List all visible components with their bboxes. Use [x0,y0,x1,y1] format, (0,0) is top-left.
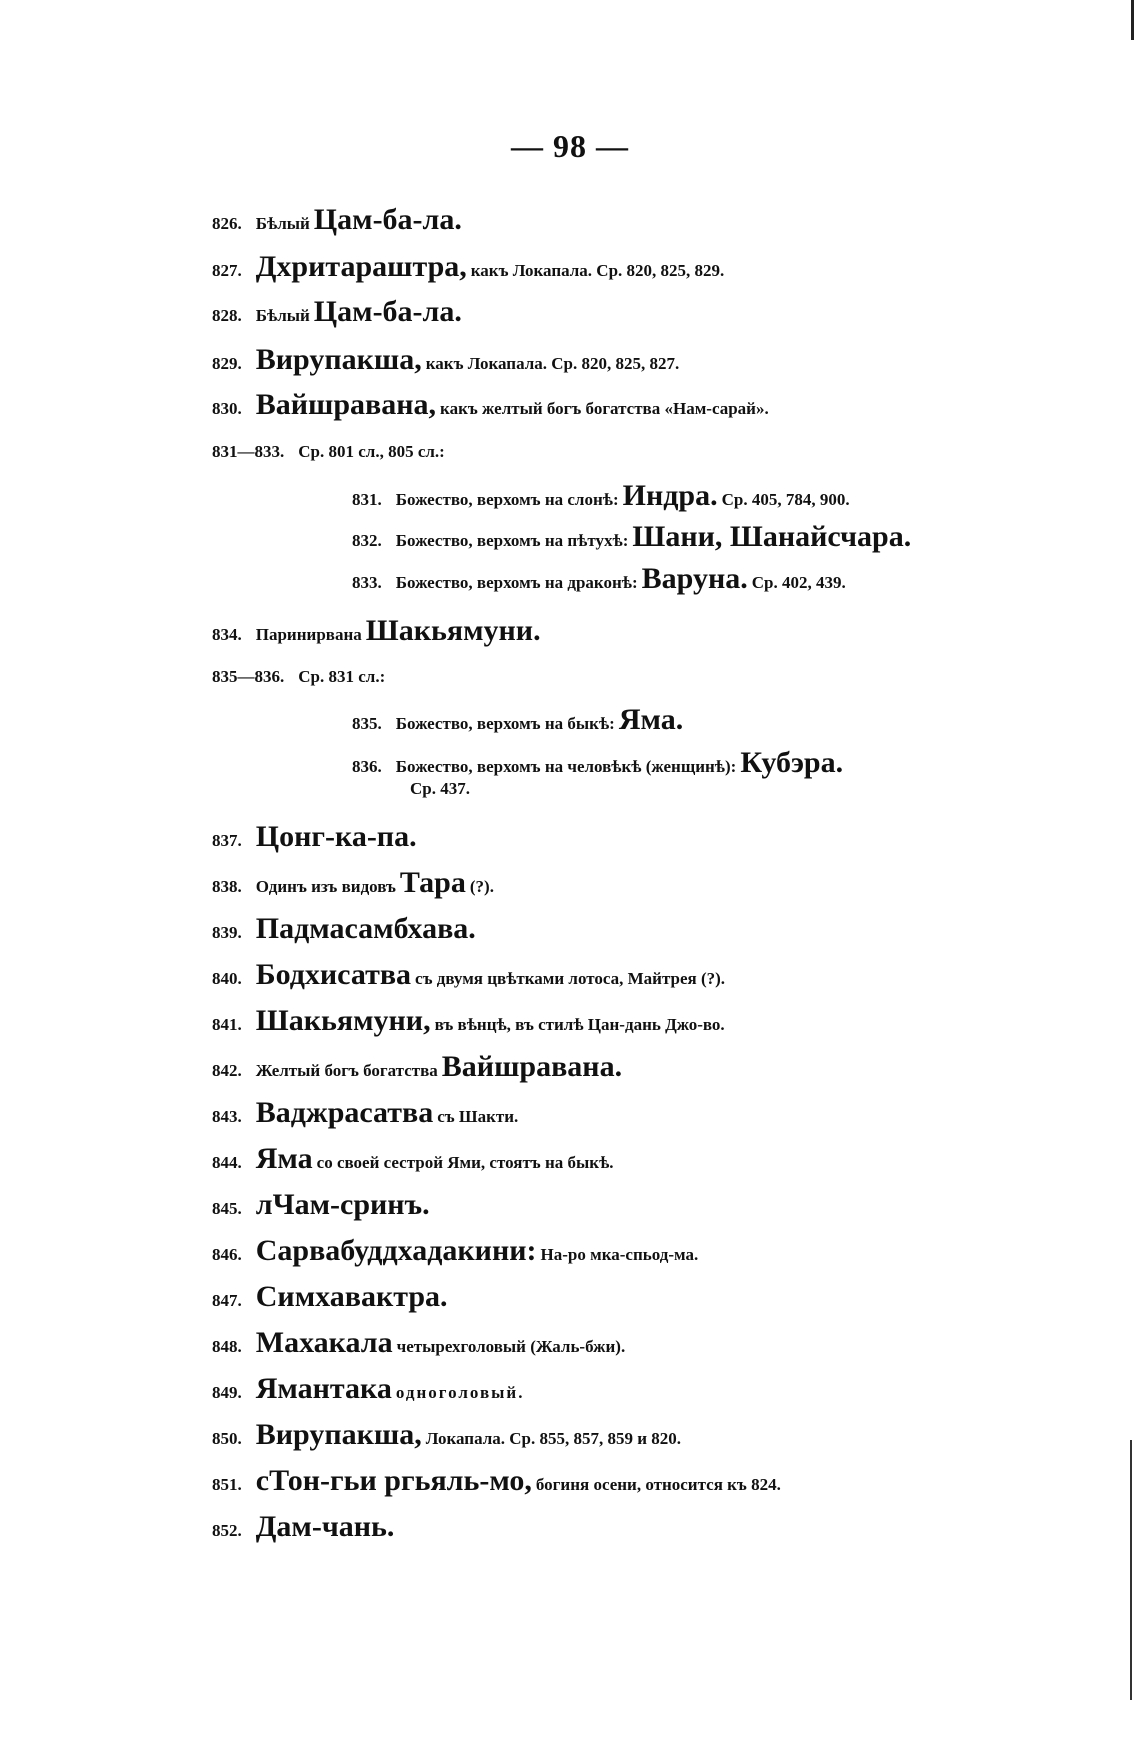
entry-number: 835. [352,714,382,733]
entry-text: со своей сестрой Ями, стоятъ на быкѣ. [316,1153,614,1172]
entry-number: 840. [212,969,242,988]
entry-826 [212,205,462,235]
entry-829 [212,345,679,375]
entry-text: Ср. 402, 439. [751,573,846,592]
entry-heading: Шакьямуни, [255,1004,431,1037]
entry-830 [212,390,769,420]
entry-827 [212,252,724,282]
entry-heading: Индра. [622,479,718,512]
entry-number: 831. [352,490,382,509]
entry-number: 848. [212,1337,242,1356]
entry-838 [212,868,494,898]
entry-number: 847. [212,1291,242,1310]
entry-text: съ двумя цвѣтками лотоса, Майтрея (?). [415,969,726,988]
entry-text: Ср. 801 сл., 805 сл.: [298,442,445,461]
entry-number: 833. [352,573,382,592]
entry-number: 838. [212,877,242,896]
entry-number: 830. [212,399,242,418]
entry-text: Божество, верхомъ на драконѣ: [395,573,638,592]
entry-text: Одинъ изъ видовъ [255,877,396,896]
entry-number: 836. [352,757,382,776]
entry-848 [212,1328,625,1358]
entry-number: 837. [212,831,242,850]
entry-heading: Дхритараштра, [255,250,467,283]
entry-heading: Вайшравана. [441,1050,623,1083]
entry-heading: Сарвабуддхадакини: [255,1234,537,1267]
entry-840 [212,960,725,990]
scan-edge-mark [1130,1440,1132,1700]
entry-heading: Яма [255,1142,313,1175]
entry-852 [212,1512,394,1542]
entry-heading: Вайшравана, [255,388,437,421]
entry-heading: Тара [399,866,466,899]
entry-number: 828. [212,306,242,325]
entry-text: Локапала. Ср. 855, 857, 859 и 820. [425,1429,682,1448]
entry-text: Божество, верхомъ на быкѣ: [395,714,615,733]
entry-number: 852. [212,1521,242,1540]
entry-number: 841. [212,1015,242,1034]
entry-heading: Махакала [255,1326,393,1359]
entry-heading: Симхавактра. [255,1280,448,1313]
entry-heading: Вирупакша, [255,343,422,376]
entry-number: 829. [212,354,242,373]
entry-text: (?). [469,877,494,896]
entry-number: 846. [212,1245,242,1264]
entry-text: Паринирвана [255,625,362,644]
entry-number: 842. [212,1061,242,1080]
entry-text: Ср. 405, 784, 900. [721,490,850,509]
entry-number: 851. [212,1475,242,1494]
page-number: — 98 — [511,128,629,164]
entry-text: Божество, верхомъ на слонѣ: [395,490,619,509]
entry-heading: Шакьямуни. [365,614,541,647]
entry-839 [212,914,476,944]
entry-843 [212,1098,518,1128]
entry-text: Божество, верхомъ на пѣтухѣ: [395,531,629,550]
entry-text: какъ Локапала. Ср. 820, 825, 827. [425,354,680,373]
entry-heading: Цам-ба-ла. [313,295,462,328]
entry-849 [212,1374,524,1404]
entry-number: 831—833. [212,442,285,461]
entry-heading: сТон-гьи ргьяль-мо, [255,1464,532,1497]
entry-text: Ср. 831 сл.: [298,667,386,686]
entry-number: 850. [212,1429,242,1448]
entry-850 [212,1420,681,1450]
entry-heading: Яма. [618,703,684,736]
entry-number: 844. [212,1153,242,1172]
entry-text: богиня осени, относится къ 824. [535,1475,781,1494]
scan-edge-mark [1131,0,1134,40]
entry-text: Божество, верхомъ на человѣкѣ (женщинѣ): [395,757,737,776]
entry-heading: Шани, Шанайсчара. [632,520,912,553]
entry-836-ref [410,780,470,798]
entry-text: Ср. 437. [410,779,470,798]
entry-heading: Цонг-ка-па. [255,820,417,853]
entry-844 [212,1144,614,1174]
entry-number: 826. [212,214,242,233]
entry-number: 845. [212,1199,242,1218]
entry-heading: Кубэра. [740,746,844,779]
entry-text: Желтый богъ богатства [255,1061,438,1080]
entry-text: четырехголовый (Жаль-бжи). [396,1337,626,1356]
entry-heading: Падмасамбхава. [255,912,476,945]
entry-number: 849. [212,1383,242,1402]
entry-heading: лЧам-сринъ. [255,1188,430,1221]
entry-842 [212,1052,622,1082]
entry-837 [212,822,417,852]
entry-heading: Ямантака [255,1372,392,1405]
entry-834 [212,616,541,646]
entry-831-833 [212,443,445,461]
entry-text: съ Шакти. [437,1107,519,1126]
entry-heading: Варуна. [641,562,748,595]
entry-text: Бѣлый [255,214,310,233]
entry-text: На-ро мка-спьод-ма. [540,1245,699,1264]
entry-847 [212,1282,448,1312]
entry-number: 834. [212,625,242,644]
entry-heading: Бодхисатва [255,958,412,991]
entry-841 [212,1006,725,1036]
entry-text: Бѣлый [255,306,310,325]
entry-846 [212,1236,698,1266]
entry-831 [352,481,850,511]
entry-text: въ вѣнцѣ, въ стилѣ Цан-дань Джо-во. [434,1015,725,1034]
entry-number: 843. [212,1107,242,1126]
entry-heading: Вирупакша, [255,1418,422,1451]
entry-828 [212,297,462,327]
entry-text: одноголовый. [395,1383,525,1402]
entry-number: 832. [352,531,382,550]
entry-832 [352,522,911,552]
entry-heading: Ваджрасатва [255,1096,434,1129]
entry-number: 835—836. [212,667,285,686]
entry-heading: Цам-ба-ла. [313,203,462,236]
entry-heading: Дам-чань. [255,1510,395,1543]
entry-number: 839. [212,923,242,942]
entry-number: 827. [212,261,242,280]
entry-836 [352,748,843,778]
entry-text: какъ желтый богъ богатства «Нам-сарай». [440,399,769,418]
entry-835-836 [212,668,385,686]
entry-835 [352,705,683,735]
entry-845 [212,1190,430,1220]
entry-text: какъ Локапала. Ср. 820, 825, 829. [470,261,725,280]
entry-833 [352,564,846,594]
entry-851 [212,1466,781,1496]
